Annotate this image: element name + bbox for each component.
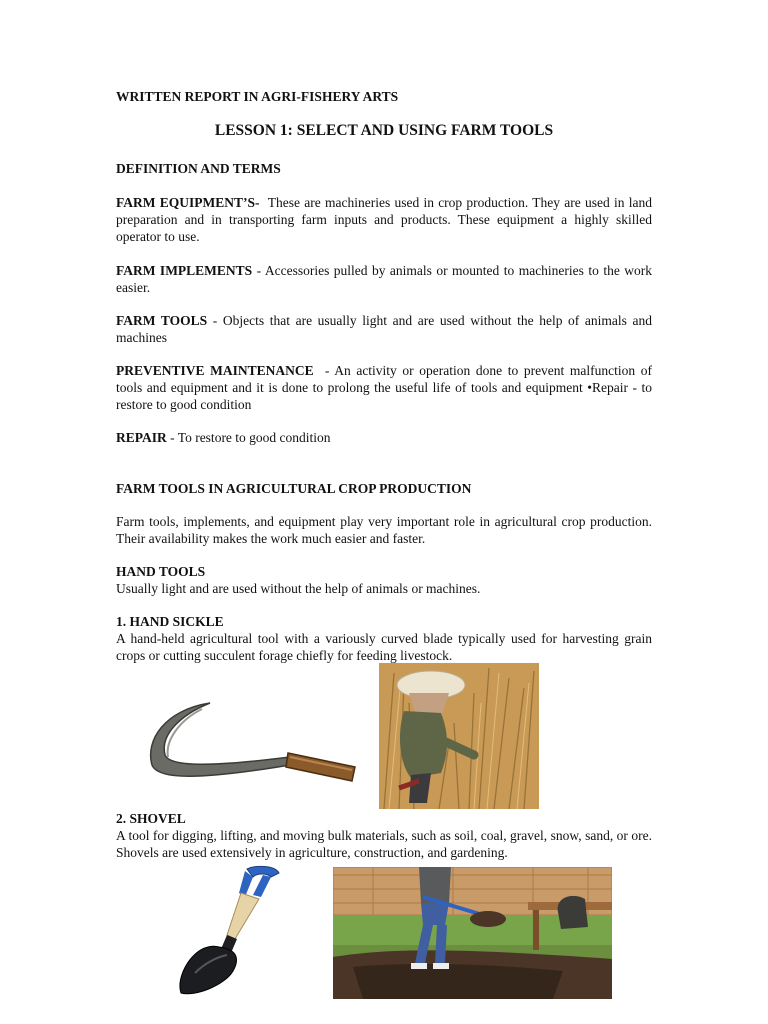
term-farm-implements xyxy=(116,262,652,296)
definitions-heading: DEFINITION AND TERMS xyxy=(116,161,281,176)
term-farm-tools xyxy=(116,312,652,346)
term-text: - Objects that are usually light and are used without the help of animals and machines xyxy=(116,313,653,345)
section-intro: Farm tools, implements, and equipment play very important role in agricultural crop production. Their availability makes the work much easier and faster. xyxy=(116,514,652,546)
hand-tools-text: Usually light and are used without the help of animals or machines. xyxy=(116,581,481,596)
term-label: FARM IMPLEMENTS xyxy=(116,263,253,278)
term-preventive-maintenance xyxy=(116,362,652,413)
term-repair xyxy=(116,429,652,446)
term-text: - To restore to good condition xyxy=(170,430,331,445)
term-label: PREVENTIVE MAINTENANCE xyxy=(116,363,314,378)
term-text: These are machineries used in crop production. They are used in land preparation and in transporting farm inputs and products. These equipment a highly skilled operator to use. xyxy=(116,195,652,244)
hand-sickle-heading: 1. HAND SICKLE xyxy=(116,614,224,629)
hand-tools-heading: HAND TOOLS xyxy=(116,564,206,579)
shovel-heading: 2. SHOVEL xyxy=(116,811,186,826)
term-label: FARM TOOLS xyxy=(116,313,208,328)
shovel-text: A tool for digging, lifting, and moving bulk materials, such as soil, coal, gravel, snow, sand, or ore. Shovels are used extensively in agriculture, construction, and gardening. xyxy=(116,828,652,860)
man-digging-photo xyxy=(333,867,612,999)
sickle-image xyxy=(140,695,365,795)
term-farm-equipment xyxy=(116,194,652,245)
term-text: - An activity or operation done to prevent malfunction of tools and equipment and it is done to prolong the useful life of tools and equipment •Repair - to restore to good condition xyxy=(116,363,652,412)
section-heading: FARM TOOLS IN AGRICULTURAL CROP PRODUCTION xyxy=(116,481,472,496)
lesson-title: LESSON 1: SELECT AND USING FARM TOOLS xyxy=(214,122,554,139)
hand-sickle-text: A hand-held agricultural tool with a variously curved blade typically used for harvesting grain crops or cutting succulent forage chiefly for feeding livestock. xyxy=(116,631,652,663)
farmer-harvesting-photo xyxy=(379,663,539,809)
term-label: FARM EQUIPMENT’S- xyxy=(116,195,260,210)
term-text: - Accessories pulled by animals or mounted to machineries to the work easier. xyxy=(116,263,653,295)
term-label: REPAIR xyxy=(116,430,167,445)
report-title: WRITTEN REPORT IN AGRI-FISHERY ARTS xyxy=(116,89,399,104)
shovel-image xyxy=(175,863,285,1000)
